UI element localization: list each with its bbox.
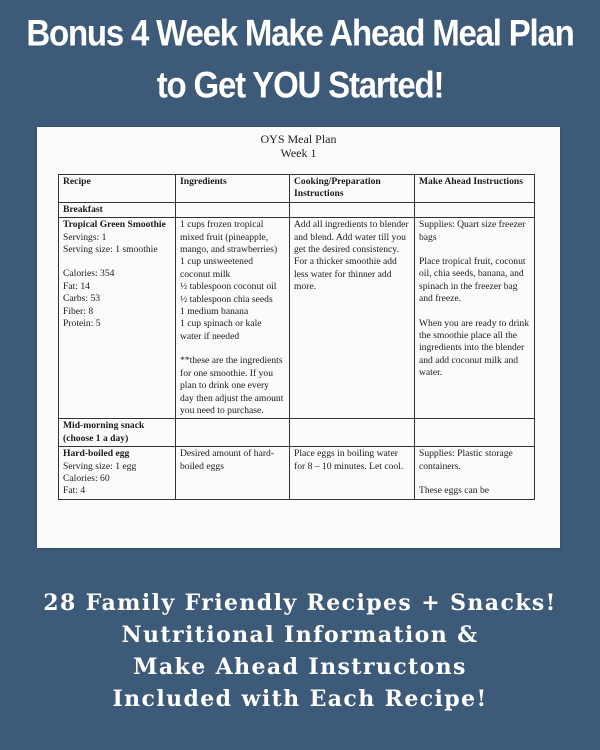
column-header-ingredients: Ingredients (176, 175, 290, 203)
recipe-calories: Calories: 60 (63, 472, 110, 484)
ingredients-cell (176, 447, 290, 500)
make-ahead-step: These eggs can be (419, 484, 490, 496)
section-label-breakfast: Breakfast (59, 202, 176, 217)
recipe-name: Tropical Green Smoothie (63, 219, 166, 231)
table-row (59, 218, 535, 419)
section-row-breakfast (59, 202, 535, 217)
make-ahead-supplies: Supplies: Plastic storage containers. (419, 448, 513, 472)
ingredient-item: ½ tablespoon coconut oil (180, 281, 277, 293)
recipe-fat: Fat: 4 (63, 485, 86, 497)
ingredient-item: 1 medium banana (180, 306, 249, 318)
column-header-recipe: Recipe (59, 175, 176, 203)
headline-line-2: to Get YOU Started! (156, 63, 444, 106)
make-ahead-cell (415, 218, 535, 419)
headline-line-1: Bonus 4 Week Make Ahead Meal Plan (26, 11, 574, 54)
recipe-cell (59, 447, 176, 500)
ingredient-item: 1 cup unsweetened coconut milk (180, 256, 253, 280)
make-ahead-step: Place tropical fruit, coconut oil, chia seeds, banana, and spinach in the freezer bag and freeze. (419, 256, 526, 305)
recipe-name: Hard-boiled egg (63, 448, 130, 460)
column-header-make-ahead: Make Ahead Instructions (415, 175, 535, 203)
column-header-cooking: Cooking/Preparation Instructions (290, 175, 415, 203)
document-week: Week 1 (280, 146, 317, 160)
document-title: OYS Meal Plan (260, 132, 337, 146)
recipe-fat: Fat: 14 (63, 280, 90, 292)
footer-line-2: Nutritional Information & (121, 622, 479, 648)
meal-plan-document (37, 127, 560, 548)
ingredient-item: 1 cups frozen tropical mixed fruit (pineapple, mango, and strawberries) (180, 219, 278, 256)
cooking-instructions: Place eggs in boiling water for 8 – 10 minutes. Let cool. (294, 448, 404, 472)
make-ahead-cell (415, 447, 535, 500)
section-row-snack (59, 419, 535, 447)
footer-line-1: 28 Family Friendly Recipes + Snacks! (43, 590, 557, 616)
recipe-servings: Servings: 1 (63, 231, 107, 243)
meal-plan-table (58, 174, 535, 500)
ingredients-note: **these are the ingredients for one smoothie. If you plan to drink one every day then adjust the amount you need to purchase. (180, 355, 284, 416)
table-row (59, 447, 535, 500)
recipe-carbs: Carbs: 53 (63, 293, 101, 305)
footer-line-4: Included with Each Recipe! (112, 686, 488, 712)
recipe-protein: Protein: 5 (63, 318, 101, 330)
section-label-snack: Mid-morning snack (choose 1 a day) (59, 419, 176, 447)
ingredient-item: 1 cup spinach or kale (180, 318, 262, 330)
recipe-cell (59, 218, 176, 419)
ingredient-item: ½ tablespoon chia seeds (180, 293, 273, 305)
recipe-calories: Calories: 354 (63, 268, 115, 280)
ingredients-cell (176, 218, 290, 419)
cooking-instructions: Add all ingredients to blender and blend. Add water till you get the desired consistency. For a thicker smoothie add less water for thinner add more. (294, 219, 409, 293)
footer-line-3: Make Ahead Instructons (133, 654, 467, 680)
recipe-serving-size: Serving size: 1 smoothie (63, 244, 158, 256)
make-ahead-supplies: Supplies: Quart size freezer bags (419, 219, 526, 243)
ingredient-item: water if needed (180, 330, 240, 342)
ingredient-item: Desired amount of hard-boiled eggs (180, 448, 275, 472)
recipe-serving-size: Serving size: 1 egg (63, 460, 137, 472)
table-header-row (59, 175, 535, 203)
cooking-cell (290, 218, 415, 419)
recipe-fiber: Fiber: 8 (63, 305, 94, 317)
cooking-cell (290, 447, 415, 500)
make-ahead-step: When you are ready to drink the smoothie place all the ingredients into the blender and add coconut milk and water. (419, 317, 530, 379)
